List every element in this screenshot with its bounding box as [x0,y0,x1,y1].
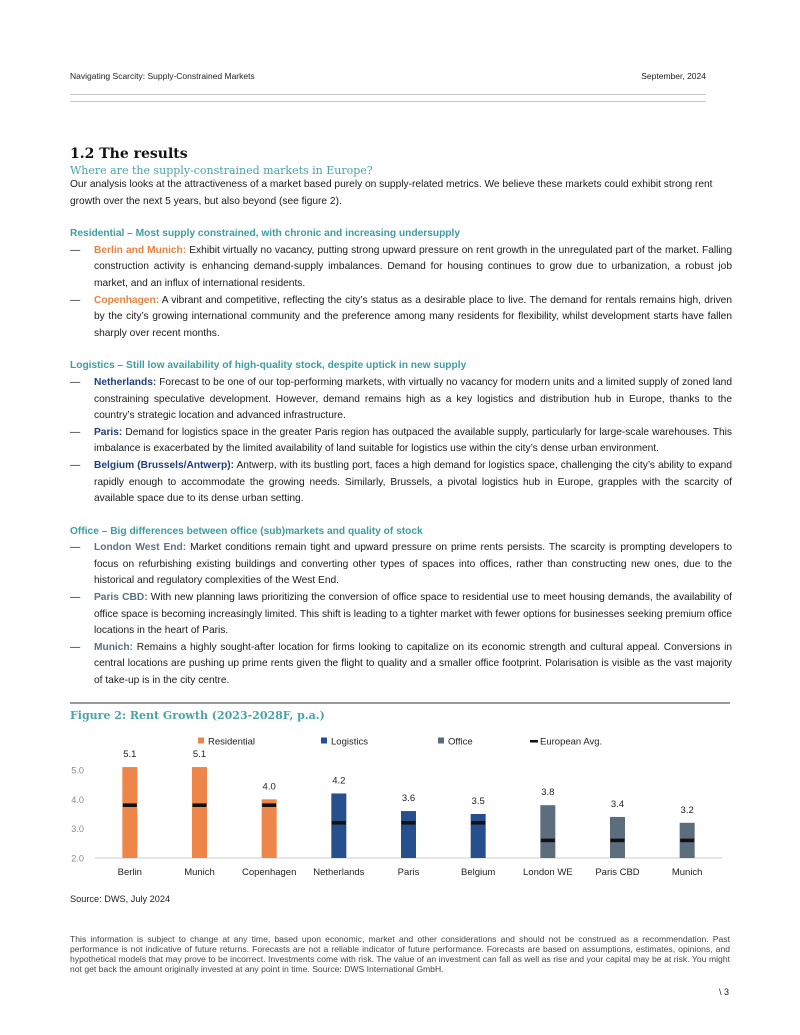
market-text: Market conditions remain tight and upward pressure on prime rents persists. The scarcity is prompting developers to focus on refurbishing existing buildings and converting other types of spaces into offices, rather than constructing new ones, due to the historical and regulatory complexities of the West End. [94,542,733,587]
x-tick-label: Copenhagen [241,867,297,878]
bullet-dash: — [70,426,81,438]
x-tick-label: Paris [397,867,420,878]
bar [192,767,207,858]
european-avg-marker [193,803,207,807]
market-text: Demand for logistics space in the greater Paris region has outpaced the available supply, particularly for large-scale warehouses. This imbalance is exacerbated by the limited availability of land suitable for logistics use within the city’s dense urban environment. [94,426,732,455]
market-text: Antwerp, with its bustling port, faces a high demand for logistics space, challenging the city’s ability to expand rapidly enough to accommodate the growing needs. Similarly, Brussels, a pivotal logistics hub in Europe, grapples with the scarcity of available space due to its dense urban setting. [94,459,732,505]
market-text: A vibrant and competitive, reflecting the city’s status as a desirable place to live. The demand for rentals remains high, driven by the city’s growing international community and the preference among many residents for flexibility, whilst development starts have fallen sharply over recent months. [94,294,732,339]
legend-label: Office [448,736,473,748]
bullet-item [70,540,732,590]
y-tick-label: 2.0 [71,853,84,864]
data-label: 3.2 [680,804,694,816]
european-avg-marker [471,821,485,825]
x-tick-label: Belgium [461,867,496,878]
logistics-heading: Logistics – Still low availability of high-quality stock, despite uptick in new supply [70,360,467,372]
x-tick-label: Munich [671,867,703,878]
data-label: 5.1 [192,749,207,761]
section-subtitle: Where are the supply-constrained markets in Europe? [70,164,373,177]
legend-label: Logistics [331,736,368,748]
market-label: Copenhagen: [94,294,160,306]
residential-heading: Residential – Most supply constrained, with chronic and increasing undersupply [70,228,461,240]
european-avg-marker [123,803,137,807]
bullet-dash: — [70,294,81,306]
data-label: 4.0 [262,781,276,793]
data-label: 3.8 [541,787,555,799]
bar [401,811,416,858]
data-label: 3.5 [471,796,485,807]
european-avg-marker [402,821,416,825]
header-rule-bottom [70,101,706,102]
legend-swatch [198,738,204,744]
bullet-dash: — [70,641,81,653]
header-rule-top [70,94,706,95]
legend-swatch [321,738,327,744]
data-label: 3.6 [401,793,416,805]
legend-swatch [438,738,444,744]
y-tick-label: 5.0 [71,765,84,776]
x-tick-label: Netherlands [313,867,365,878]
figure-source: Source: DWS, July 2024 [70,894,171,904]
market-label: Netherlands: [94,376,157,388]
market-label: Berlin and Munich: [94,244,187,256]
disclaimer: This information is subject to change at any time, based upon economic, market and other considerations and should not be construed as a recommendation. Past performance is not indicative of future returns. Forecasts are not a reliable indicator of future performance. Forecasts are based on assumptions, estimates, opinions, and hypothetical models that may prove to be incorrect. Investments come with risk. The value of an investment can fall as well as rise and your capital may be at risk. You might not get back the amount originally invested at any point in time. Source: DWS International GmbH. [70,934,730,974]
data-label: 4.2 [332,775,346,787]
x-tick-label: Berlin [117,867,142,878]
market-text: With new planning laws prioritizing the conversion of office space to residential use to meet housing demands, the availability of office space is becoming increasingly limited. This shift is leading to a tighter market with fewer options for businesses seeking premium office locations in the heart of Paris. [94,592,732,637]
y-tick-label: 3.0 [71,824,84,835]
bullet-dash: — [70,592,81,604]
european-avg-marker [680,839,694,843]
data-label: 3.4 [610,798,625,810]
market-text: Exhibit virtually no vacancy, putting strong upward pressure on rent growth in the unregulated part of the market. Falling construction activity is enhancing demand-supply imbalances. Demand for housing continues to grow due to urbanization, a robust job market, and an influx of international residents. [94,244,733,289]
legend-label: European Avg. [540,736,603,748]
bullet-item [70,458,732,508]
market-label: Munich: [94,641,134,653]
bullet-dash: — [70,459,81,471]
bullet-item [70,425,732,458]
legend-label: Residential [208,736,255,748]
market-label: Belgium (Brussels/Antwerp): [94,459,234,471]
market-text: Forecast to be one of our top-performing markets, with virtually no vacancy for modern units and a limited supply of zoned land constraining speculative development. However, demand remains high as a key logistics and distribution hub in Europe, thanks to the country’s strategic location and advanced infrastructure. [94,376,732,422]
rent-growth-chart [70,730,730,890]
european-avg-marker [332,821,346,825]
page-number: \ 3 [718,987,729,997]
body-text [70,177,732,690]
bullet-dash: — [70,376,81,388]
european-avg-marker [262,803,276,807]
y-tick-label: 4.0 [71,794,84,805]
data-label: 5.1 [123,749,137,761]
bar [540,805,555,858]
header-date: September, 2024 [641,71,706,81]
bullet-item [70,293,732,343]
bar [262,799,277,858]
bullet-item [70,375,732,425]
bar [471,814,486,858]
office-heading: Office – Big differences between office (sub)markets and quality of stock [70,525,423,537]
bullet-dash: — [70,244,81,256]
figure-title: Figure 2: Rent Growth (2023-2028F, p.a.) [70,709,325,722]
header-title: Navigating Scarcity: Supply-Constrained Markets [70,71,255,81]
european-avg-marker [541,839,555,843]
x-tick-label: Munich [184,867,215,878]
market-label: Paris CBD: [94,592,148,604]
european-avg-marker [611,839,625,843]
figure-rule [70,702,730,704]
legend-swatch [530,740,538,743]
bar [610,817,625,858]
intro-paragraph: Our analysis looks at the attractiveness of a market based purely on supply-related metrics. We believe these markets could exhibit strong rent growth over the next 5 years, but also beyond (see figure 2). [70,179,713,207]
x-tick-label: London WE [523,867,573,878]
section-title: 1.2 The results [70,146,188,162]
market-label: London West End: [94,542,187,554]
market-text: Remains a highly sought-after location for firms looking to capitalize on its economic strength and cultural appeal. Conversions in central locations are pushing up prime rents given the flight to quality and a smaller office footprint. Polarisation is visible as the vast majority of take-up is in the city centre. [94,641,732,687]
x-tick-label: Paris CBD [595,867,640,878]
bullet-item [70,590,732,640]
market-label: Paris: [94,426,123,438]
bullet-dash: — [70,542,81,554]
bullet-item [70,243,732,293]
bar [331,793,346,858]
bullet-item [70,640,732,690]
bar [122,767,137,858]
